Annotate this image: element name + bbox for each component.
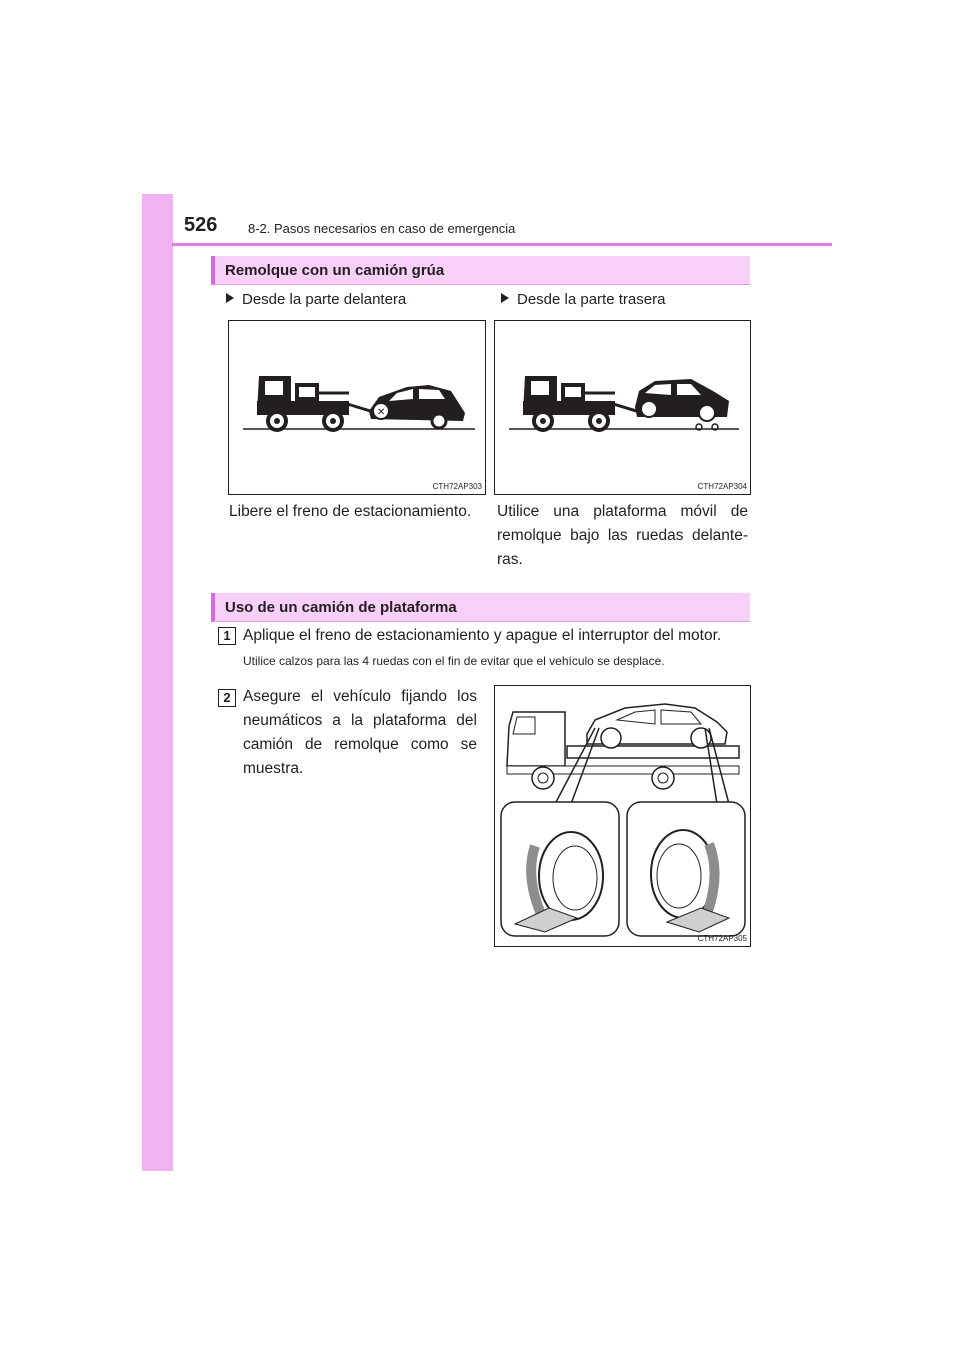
subheading-label: Desde la parte delantera <box>242 291 407 308</box>
header-rule <box>172 243 832 246</box>
flatbed-illustration <box>495 686 750 946</box>
section-banner-flatbed <box>211 593 750 622</box>
section-title: 8-2. Pasos necesarios en caso de emergencia <box>248 221 516 236</box>
section-banner-title: Uso de un camión de plataforma <box>225 599 457 616</box>
subheading-rear <box>501 291 665 308</box>
triangle-bullet-icon <box>501 293 509 303</box>
step-2-text: Asegure el vehículo fijando los neumáticos a la plataforma del camión de remolque como se muestra. <box>243 688 477 777</box>
caption-front: Libere el freno de estacionamiento. <box>229 503 472 520</box>
step-1-note: Utilice calzos para las 4 ruedas con el fin de evitar que el vehículo se desplace. <box>243 654 665 668</box>
figure-front-tow <box>228 320 486 495</box>
triangle-bullet-icon <box>226 293 234 303</box>
tow-truck-rear-illustration <box>495 321 750 494</box>
step-1-text: Aplique el freno de estacionamiento y apague el interruptor del motor. <box>243 627 722 644</box>
svg-text:✕: ✕ <box>377 407 386 418</box>
tow-truck-front-illustration <box>229 321 485 494</box>
subheading-front <box>226 291 406 308</box>
caption-rear: Utilice una plataforma móvil de remolque bajo las ruedas delante- ras. <box>497 503 748 568</box>
figure-code: CTH72AP304 <box>697 482 747 491</box>
figure-flatbed <box>494 685 751 947</box>
sidebar-tab <box>142 194 173 1171</box>
page-number: 526 <box>184 214 218 236</box>
figure-rear-tow <box>494 320 751 495</box>
figure-code: CTH72AP303 <box>432 482 482 491</box>
step-number-1: 1 <box>218 627 236 645</box>
section-banner-title: Remolque con un camión grúa <box>225 262 445 279</box>
subheading-label: Desde la parte trasera <box>517 291 666 308</box>
section-banner-tow-truck <box>211 256 750 285</box>
step-number-2: 2 <box>218 689 236 707</box>
figure-code: CTH72AP305 <box>697 934 747 943</box>
